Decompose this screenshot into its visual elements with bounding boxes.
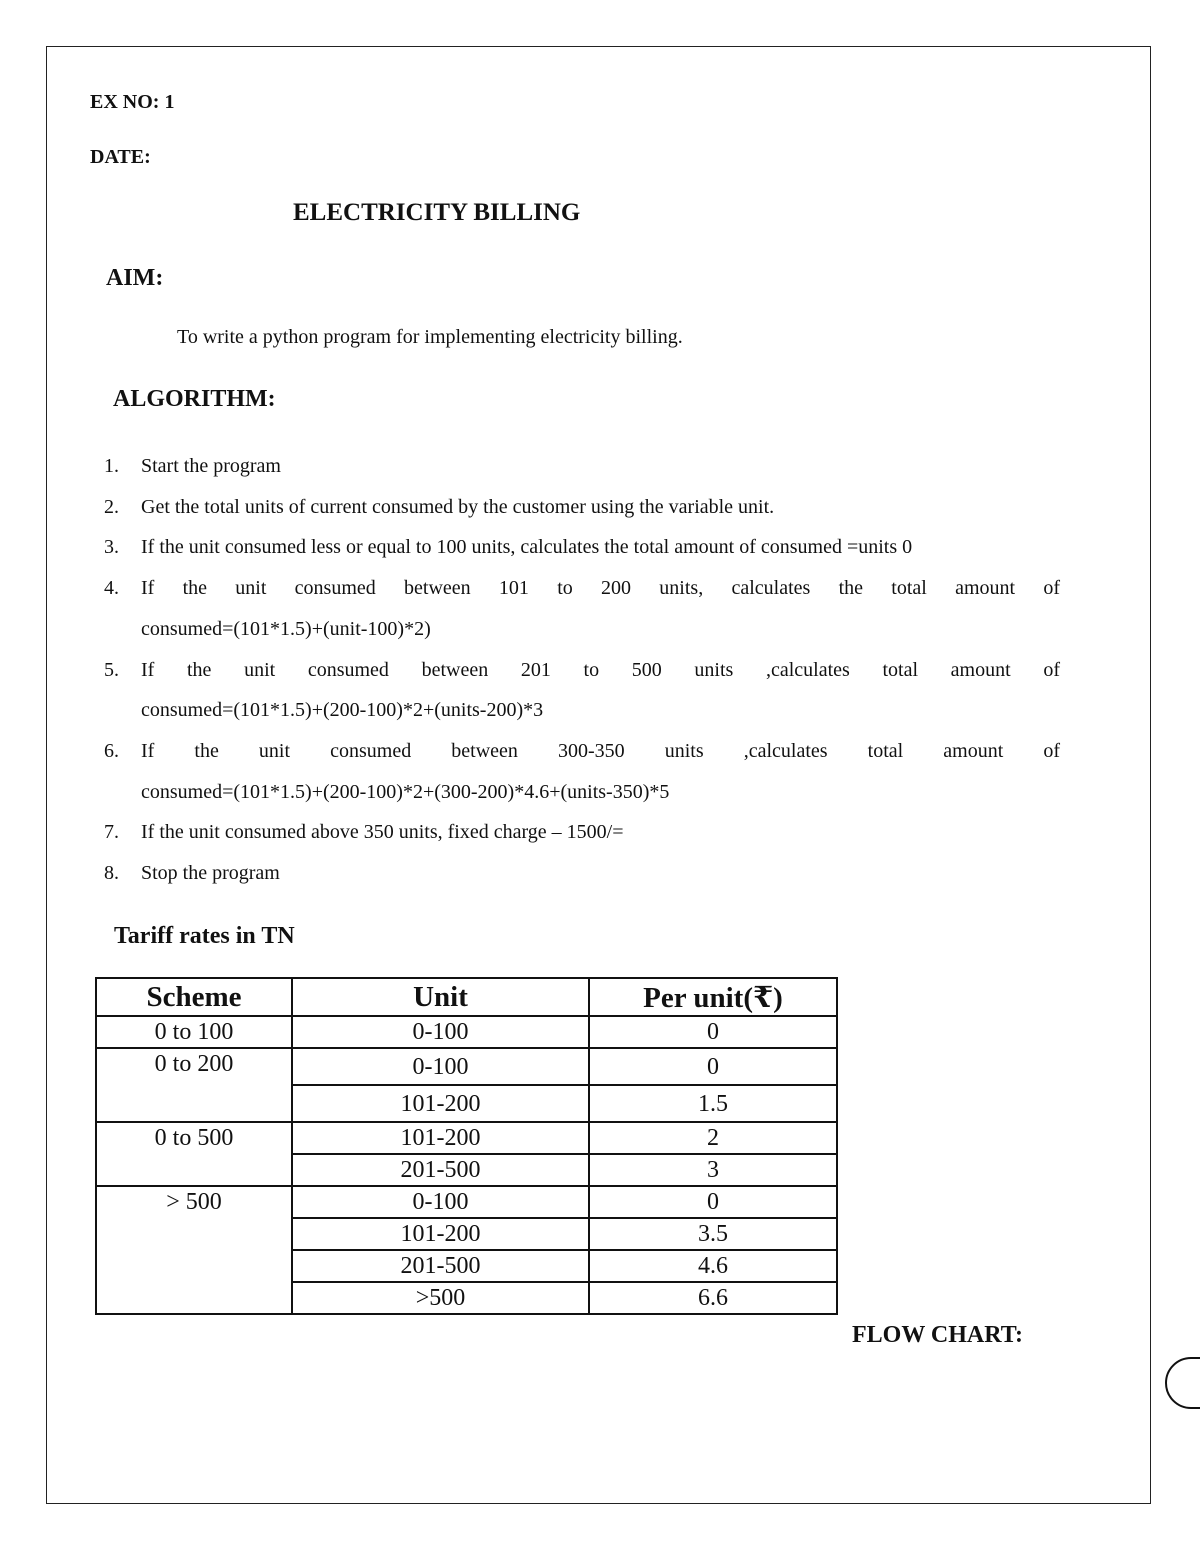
exercise-number: EX NO: 1 bbox=[90, 91, 175, 113]
step-text-continued: consumed=(101*1.5)+(unit-100)*2) bbox=[141, 617, 431, 640]
date-label: DATE: bbox=[90, 146, 151, 168]
rate-cell: 1.5 bbox=[589, 1085, 837, 1122]
rate-cell: 0 bbox=[589, 1186, 837, 1218]
table-row bbox=[96, 1186, 837, 1218]
table-row bbox=[96, 1016, 837, 1048]
table-row bbox=[96, 1048, 837, 1085]
step-number: 2. bbox=[104, 495, 119, 518]
unit-cell: 201-500 bbox=[292, 1154, 589, 1186]
column-header-rate: Per unit(₹) bbox=[589, 978, 837, 1016]
step-text: Start the program bbox=[141, 455, 281, 477]
table-row bbox=[96, 1122, 837, 1154]
aim-text: To write a python program for implementing electricity billing. bbox=[177, 326, 683, 348]
rate-cell: 4.6 bbox=[589, 1250, 837, 1282]
step-text: If the unit consumed between 201 to 500 units ,calculates total amount of bbox=[141, 658, 1060, 681]
scheme-cell: 0 to 100 bbox=[96, 1016, 292, 1048]
algorithm-step bbox=[104, 487, 1060, 528]
algorithm-step bbox=[104, 446, 1060, 487]
scheme-cell: > 500 bbox=[96, 1186, 292, 1314]
unit-cell: 101-200 bbox=[292, 1122, 589, 1154]
step-text-continued: consumed=(101*1.5)+(200-100)*2+(units-200)*3 bbox=[141, 699, 544, 722]
step-text: Get the total units of current consumed by the customer using the variable unit. bbox=[141, 495, 775, 518]
algorithm-steps bbox=[104, 446, 1060, 894]
algorithm-step bbox=[104, 650, 1060, 731]
rate-cell: 0 bbox=[589, 1016, 837, 1048]
unit-cell: 101-200 bbox=[292, 1085, 589, 1122]
flowchart-start-terminator bbox=[1165, 1357, 1200, 1409]
algorithm-heading: ALGORITHM: bbox=[113, 386, 276, 412]
aim-heading: AIM: bbox=[106, 265, 164, 291]
unit-cell: 101-200 bbox=[292, 1218, 589, 1250]
rate-cell: 3.5 bbox=[589, 1218, 837, 1250]
algorithm-step bbox=[104, 853, 1060, 894]
unit-cell: 201-500 bbox=[292, 1250, 589, 1282]
algorithm-step bbox=[104, 812, 1060, 853]
rate-cell: 0 bbox=[589, 1048, 837, 1085]
step-number: 3. bbox=[104, 536, 119, 559]
step-number: 6. bbox=[104, 739, 119, 762]
flow-chart-heading: FLOW CHART: bbox=[852, 1322, 1023, 1348]
rate-cell: 6.6 bbox=[589, 1282, 837, 1314]
step-number: 4. bbox=[104, 577, 119, 600]
step-number: 8. bbox=[104, 862, 119, 885]
step-number: 5. bbox=[104, 658, 119, 681]
column-header-unit: Unit bbox=[292, 978, 589, 1016]
step-text: If the unit consumed above 350 units, fixed charge – 1500/= bbox=[141, 821, 624, 844]
unit-cell: 0-100 bbox=[292, 1048, 589, 1085]
tariff-table bbox=[95, 977, 838, 1315]
column-header-scheme: Scheme bbox=[96, 978, 292, 1016]
unit-cell: 0-100 bbox=[292, 1186, 589, 1218]
scheme-cell: 0 to 500 bbox=[96, 1122, 292, 1186]
tariff-heading: Tariff rates in TN bbox=[114, 923, 295, 949]
algorithm-step bbox=[104, 731, 1060, 812]
unit-cell: 0-100 bbox=[292, 1016, 589, 1048]
step-number: 7. bbox=[104, 821, 119, 844]
step-text: If the unit consumed between 300-350 units ,calculates total amount of bbox=[141, 739, 1060, 762]
step-text-continued: consumed=(101*1.5)+(200-100)*2+(300-200)*4.6+(units-350)*5 bbox=[141, 780, 670, 803]
page-title: ELECTRICITY BILLING bbox=[293, 199, 581, 226]
unit-cell: >500 bbox=[292, 1282, 589, 1314]
algorithm-step bbox=[104, 568, 1060, 649]
rate-cell: 3 bbox=[589, 1154, 837, 1186]
step-text: Stop the program bbox=[141, 862, 280, 885]
step-number: 1. bbox=[104, 455, 119, 477]
step-text: If the unit consumed between 101 to 200 units, calculates the total amount of bbox=[141, 577, 1060, 600]
step-text: If the unit consumed less or equal to 100 units, calculates the total amount of consumed =units 0 bbox=[141, 536, 913, 559]
rate-cell: 2 bbox=[589, 1122, 837, 1154]
table-header-row bbox=[96, 978, 837, 1016]
algorithm-step bbox=[104, 527, 1060, 568]
scheme-cell: 0 to 200 bbox=[96, 1048, 292, 1122]
